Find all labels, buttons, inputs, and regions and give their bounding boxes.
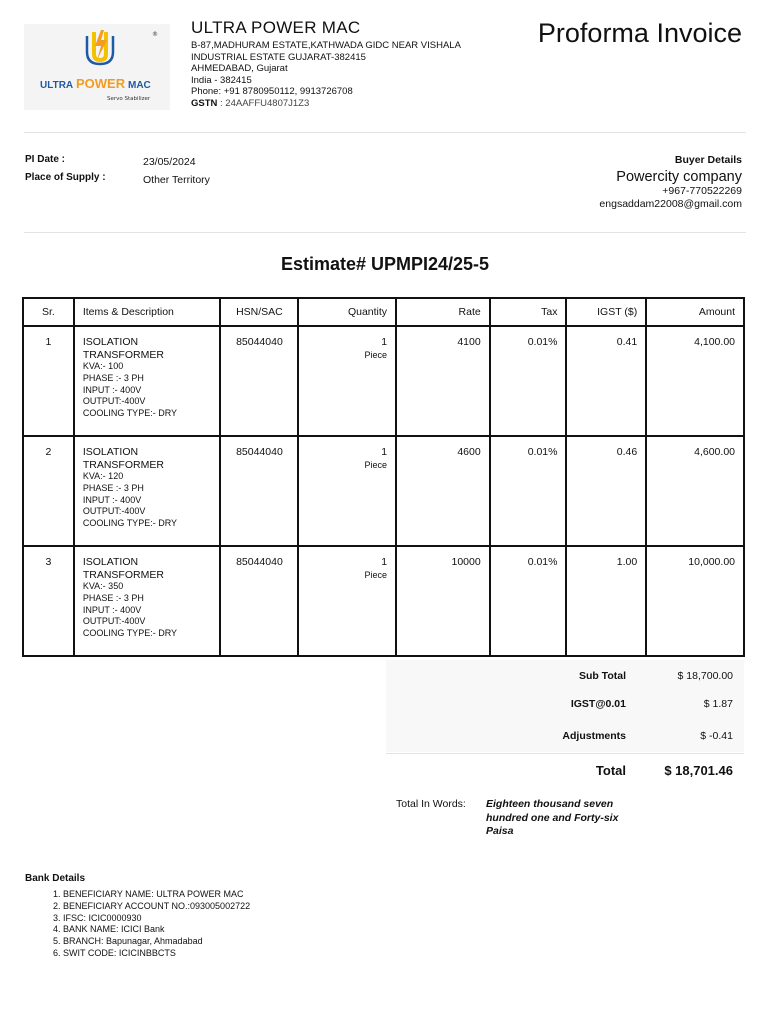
igst-value: $ 1.87 xyxy=(703,698,733,710)
quantity-unit: Piece xyxy=(364,350,388,360)
gstn-line xyxy=(191,98,491,110)
address-line: India - 382415 xyxy=(191,74,252,86)
cell-hsn: 85044040 xyxy=(220,546,298,656)
total-value: $ 18,701.46 xyxy=(664,763,733,778)
list-item: 1. BENEFICIARY NAME: ULTRA POWER MAC xyxy=(63,889,250,901)
cell-amount: 10,000.00 xyxy=(646,546,744,656)
company-logo xyxy=(24,24,170,110)
list-item: 4. BANK NAME: ICICI Bank xyxy=(63,924,250,936)
cell-quantity xyxy=(298,326,396,436)
cell-amount: 4,600.00 xyxy=(646,436,744,546)
document-title: Proforma Invoice xyxy=(537,18,742,48)
svg-text:POWER: POWER xyxy=(76,76,126,91)
cell-sr: 2 xyxy=(23,436,74,546)
address-line: B-87,MADHURAM ESTATE,KATHWADA GIDC NEAR VISHALA xyxy=(191,40,461,51)
bank-details-list xyxy=(20,889,250,960)
col-header-rate: Rate xyxy=(396,298,490,326)
item-detail: OUTPUT:-400V xyxy=(82,396,146,407)
item-detail: KVA:- 120 xyxy=(82,471,124,481)
cell-hsn: 85044040 xyxy=(220,326,298,436)
buyer-heading: Buyer Details xyxy=(674,154,742,166)
phone-line: Phone: +91 8780950112, 9913726708 xyxy=(191,86,353,98)
buyer-details xyxy=(599,154,742,211)
pi-date-label: PI Date : xyxy=(25,154,66,165)
company-name: ULTRA POWER MAC xyxy=(191,18,361,37)
table-row xyxy=(23,326,744,436)
cell-tax: 0.01% xyxy=(490,436,567,546)
quantity-unit: Piece xyxy=(364,570,388,580)
table-header-row xyxy=(23,298,744,326)
total-label: Total xyxy=(595,763,626,778)
item-title: ISOLATION TRANSFORMER xyxy=(82,556,164,581)
adjustments-label: Adjustments xyxy=(562,730,626,742)
list-item: 6. SWIT CODE: ICICINBBCTS xyxy=(63,948,250,960)
cell-igst: 0.46 xyxy=(566,436,646,546)
pi-date-value: 23/05/2024 xyxy=(143,156,196,168)
cell-rate: 4600 xyxy=(396,436,490,546)
cell-rate: 10000 xyxy=(396,546,490,656)
cell-quantity xyxy=(298,436,396,546)
item-detail: PHASE :- 3 PH xyxy=(82,592,144,603)
item-detail: COOLING TYPE:- DRY xyxy=(82,628,178,639)
adjustments-value: $ -0.41 xyxy=(700,730,733,742)
item-detail: INPUT :- 400V xyxy=(82,604,142,615)
subtotal-value: $ 18,700.00 xyxy=(677,670,733,682)
buyer-phone: +967-770522269 xyxy=(662,185,742,197)
item-detail: PHASE :- 3 PH xyxy=(82,372,144,383)
cell-igst: 1.00 xyxy=(566,546,646,656)
cell-igst: 0.41 xyxy=(566,326,646,436)
cell-hsn: 85044040 xyxy=(220,436,298,546)
cell-description xyxy=(74,326,221,436)
quantity-value: 1 xyxy=(381,336,388,348)
cell-sr: 3 xyxy=(23,546,74,656)
col-header-items: Items & Description xyxy=(74,298,221,326)
list-item: 2. BENEFICIARY ACCOUNT NO.:093005002722 xyxy=(63,901,250,913)
quantity-value: 1 xyxy=(381,556,388,568)
item-detail: KVA:- 350 xyxy=(82,581,124,591)
quantity-value: 1 xyxy=(381,446,388,458)
svg-text:MAC: MAC xyxy=(128,80,151,91)
svg-text:ULTRA: ULTRA xyxy=(40,80,74,91)
cell-description xyxy=(74,436,221,546)
address-line: INDUSTRIAL ESTATE GUJARAT-382415 xyxy=(191,51,366,63)
buyer-email: engsaddam22008@gmail.com xyxy=(599,198,742,210)
gstn-label: GSTN xyxy=(191,97,218,109)
item-detail: OUTPUT:-400V xyxy=(82,506,146,517)
total-in-words-value: Eighteen thousand seven hundred one and Forty-six Paisa xyxy=(486,798,619,837)
cell-rate: 4100 xyxy=(396,326,490,436)
col-header-sr: Sr. xyxy=(23,298,74,326)
col-header-amount: Amount xyxy=(646,298,744,326)
address-line: AHMEDABAD, Gujarat xyxy=(191,63,288,75)
item-detail: INPUT :- 400V xyxy=(82,384,142,395)
list-item: 3. IFSC: ICIC0000930 xyxy=(63,913,250,925)
item-detail: COOLING TYPE:- DRY xyxy=(82,408,178,419)
col-header-igst: IGST ($) xyxy=(566,298,646,326)
buyer-name: Powercity company xyxy=(616,169,742,185)
cell-tax: 0.01% xyxy=(490,546,567,656)
item-detail: OUTPUT:-400V xyxy=(82,616,146,627)
quantity-unit: Piece xyxy=(364,460,388,470)
place-of-supply-label: Place of Supply : xyxy=(25,172,106,183)
item-detail: KVA:- 100 xyxy=(82,361,124,371)
cell-amount: 4,100.00 xyxy=(646,326,744,436)
col-header-quantity: Quantity xyxy=(298,298,396,326)
divider xyxy=(24,132,746,133)
item-detail: INPUT :- 400V xyxy=(82,494,142,505)
table-row xyxy=(23,546,744,656)
total-in-words-label: Total In Words: xyxy=(396,798,466,810)
item-detail: PHASE :- 3 PH xyxy=(82,482,144,493)
table-row xyxy=(23,436,744,546)
place-of-supply-value: Other Territory xyxy=(143,174,210,186)
cell-sr: 1 xyxy=(23,326,74,436)
items-table xyxy=(22,297,745,657)
list-item: 5. BRANCH: Bapunagar, Ahmadabad xyxy=(63,936,250,948)
estimate-number: Estimate# UPMPI24/25-5 xyxy=(280,254,490,274)
svg-text:®: ® xyxy=(152,31,158,38)
divider xyxy=(24,232,746,233)
item-detail: COOLING TYPE:- DRY xyxy=(82,518,178,529)
col-header-hsn: HSN/SAC xyxy=(220,298,298,326)
subtotal-label: Sub Total xyxy=(578,670,626,682)
svg-text:Servo Stabilizer: Servo Stabilizer xyxy=(107,96,151,102)
totals-divider xyxy=(386,753,744,754)
cell-quantity xyxy=(298,546,396,656)
bank-details-heading: Bank Details xyxy=(25,873,86,884)
cell-tax: 0.01% xyxy=(490,326,567,436)
item-title: ISOLATION TRANSFORMER xyxy=(82,336,164,361)
item-title: ISOLATION TRANSFORMER xyxy=(82,446,164,471)
company-block xyxy=(191,18,491,110)
gstn-value: : 24AAFFU4807J1Z3 xyxy=(220,97,310,109)
cell-description xyxy=(74,546,221,656)
igst-label: IGST@0.01 xyxy=(570,698,626,710)
col-header-tax: Tax xyxy=(490,298,567,326)
